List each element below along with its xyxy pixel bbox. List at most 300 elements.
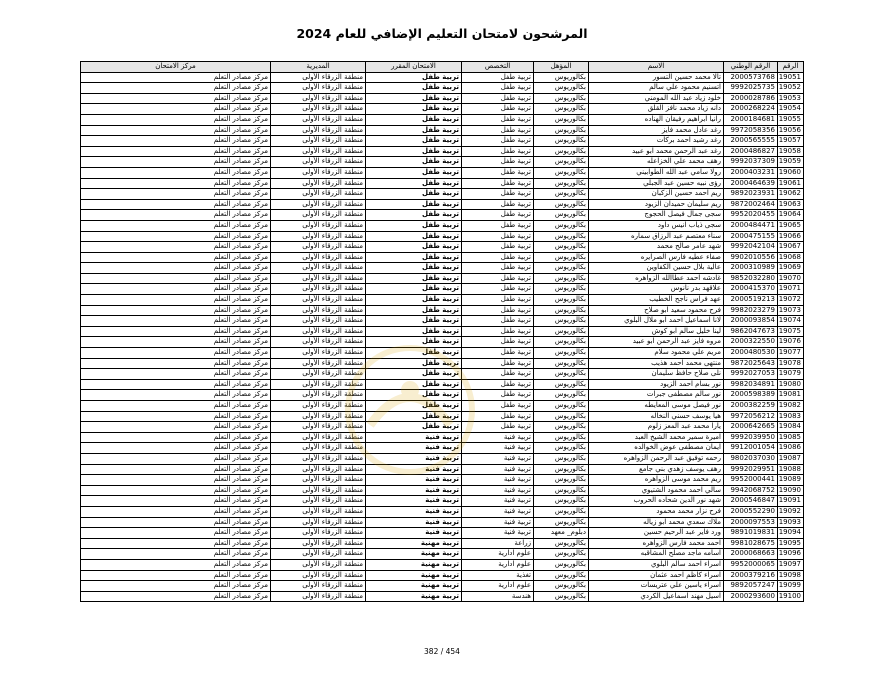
cell-num: 19089 [778,475,804,486]
cell-exam: تربية طفل [366,167,462,178]
cell-center: مركز مصادر التعلم [81,295,271,306]
cell-directorate: منطقة الزرقاء الأولى [271,506,366,517]
cell-national-id: 2000184681 [724,114,778,125]
col-header-specialization: التخصص [462,62,534,73]
cell-name: اسراء احمد سالم البلوي [589,559,724,570]
table-row [81,401,804,412]
cell-num: 19082 [778,401,804,412]
cell-name: رهف محمد علي الخزاعله [589,157,724,168]
cell-specialization: تربية طفل [462,114,534,125]
cell-exam: تربية فنية [366,485,462,496]
cell-exam: تربية طفل [366,252,462,263]
cell-qualification: بكالوريوس [534,422,589,433]
table-row [81,305,804,316]
cell-directorate: منطقة الزرقاء الأولى [271,93,366,104]
cell-exam: تربية طفل [366,146,462,157]
cell-exam: تربية فنية [366,432,462,443]
cell-national-id: 9992039950 [724,432,778,443]
cell-specialization: علوم ادارية [462,549,534,560]
cell-qualification: بكالوريوس [534,390,589,401]
cell-num: 19098 [778,570,804,581]
cell-exam: تربية طفل [366,178,462,189]
cell-directorate: منطقة الزرقاء الأولى [271,517,366,528]
cell-national-id: 2000068663 [724,549,778,560]
cell-num: 19081 [778,390,804,401]
table-header-row [81,62,804,73]
cell-exam: تربية طفل [366,316,462,327]
cell-specialization: تربية فنية [462,496,534,507]
table-row [81,284,804,295]
cell-directorate: منطقة الزرقاء الأولى [271,581,366,592]
cell-directorate: منطقة الزرقاء الأولى [271,199,366,210]
cell-national-id: 9942068752 [724,485,778,496]
cell-qualification: بكالوريوس [534,348,589,359]
cell-num: 19065 [778,220,804,231]
cell-qualification: بكالوريوس [534,167,589,178]
cell-qualification: بكالوريوس [534,369,589,380]
cell-directorate: منطقة الزرقاء الأولى [271,390,366,401]
table-row [81,464,804,475]
table-row [81,475,804,486]
cell-national-id: 9992029951 [724,464,778,475]
cell-national-id: 9852032280 [724,273,778,284]
cell-directorate: منطقة الزرقاء الأولى [271,189,366,200]
cell-name: رغد رشيد احمد بركات [589,136,724,147]
cell-name: صفاء عطيه فارس الصرايره [589,252,724,263]
cell-directorate: منطقة الزرقاء الأولى [271,411,366,422]
table-row [81,411,804,422]
cell-num: 19051 [778,72,804,83]
cell-num: 19072 [778,295,804,306]
cell-specialization: تربية طفل [462,348,534,359]
cell-national-id: 2000415370 [724,284,778,295]
cell-exam: تربية طفل [366,263,462,274]
cell-qualification: بكالوريوس [534,295,589,306]
cell-specialization: تربية فنية [462,453,534,464]
cell-directorate: منطقة الزرقاء الأولى [271,485,366,496]
cell-num: 19064 [778,210,804,221]
cell-num: 19059 [778,157,804,168]
cell-num: 19084 [778,422,804,433]
cell-national-id: 9992027053 [724,369,778,380]
cell-name: اتسنيم محمود علي سالم [589,83,724,94]
cell-exam: تربية طفل [366,210,462,221]
cell-center: مركز مصادر التعلم [81,570,271,581]
cell-specialization: تربية طفل [462,93,534,104]
cell-name: منتهى محمد احمد هذيب [589,358,724,369]
cell-exam: تربية فنية [366,475,462,486]
cell-center: مركز مصادر التعلم [81,199,271,210]
cell-national-id: 2000519213 [724,295,778,306]
cell-num: 19096 [778,549,804,560]
cell-specialization: علوم ادارية [462,581,534,592]
col-header-name: الاسم [589,62,724,73]
cell-num: 19054 [778,104,804,115]
cell-national-id: 2000464639 [724,178,778,189]
col-header-national-id: الرقم الوطني [724,62,778,73]
table-row [81,591,804,602]
cell-num: 19079 [778,369,804,380]
cell-qualification: بكالوريوس [534,93,589,104]
cell-center: مركز مصادر التعلم [81,316,271,327]
cell-qualification: بكالوريوس [534,273,589,284]
cell-exam: تربية طفل [366,273,462,284]
cell-specialization: تربية طفل [462,231,534,242]
cell-directorate: منطقة الزرقاء الأولى [271,348,366,359]
cell-center: مركز مصادر التعلم [81,136,271,147]
cell-center: مركز مصادر التعلم [81,146,271,157]
cell-directorate: منطقة الزرقاء الأولى [271,453,366,464]
cell-num: 19060 [778,167,804,178]
cell-name: فرح محمود سعيد ابو صلاح [589,305,724,316]
cell-directorate: منطقة الزرقاء الأولى [271,549,366,560]
cell-directorate: منطقة الزرقاء الأولى [271,464,366,475]
cell-qualification: بكالوريوس [534,83,589,94]
cell-name: ايمان مصطفى عوض الخوالده [589,443,724,454]
cell-center: مركز مصادر التعلم [81,506,271,517]
cell-specialization: تربية طفل [462,252,534,263]
cell-exam: تربية مهنية [366,570,462,581]
cell-specialization: تربية طفل [462,167,534,178]
cell-specialization: تغذية [462,570,534,581]
table-row [81,83,804,94]
cell-qualification: بكالوريوس [534,453,589,464]
cell-directorate: منطقة الزرقاء الأولى [271,316,366,327]
table-row [81,125,804,136]
cell-qualification: بكالوريوس [534,231,589,242]
cell-qualification: بكالوريوس [534,411,589,422]
cell-center: مركز مصادر التعلم [81,178,271,189]
cell-name: مريم علي محمود سلام [589,348,724,359]
cell-name: اسراء ياسين علي عتريسات [589,581,724,592]
table-row [81,157,804,168]
cell-center: مركز مصادر التعلم [81,485,271,496]
cell-qualification: بكالوريوس [534,305,589,316]
cell-name: رغد عادل محمد فايز [589,125,724,136]
cell-qualification: بكالوريوس [534,210,589,221]
cell-name: رولا سامي عبد الله الطوابيني [589,167,724,178]
cell-national-id: 2000552290 [724,506,778,517]
cell-qualification: بكالوريوس [534,220,589,231]
cell-num: 19088 [778,464,804,475]
page-title: المرشحون لامتحان التعليم الإضافي للعام 2024 [296,26,588,41]
cell-center: مركز مصادر التعلم [81,157,271,168]
cell-national-id: 2000403231 [724,167,778,178]
cell-specialization: زراعة [462,538,534,549]
cell-specialization: تربية طفل [462,411,534,422]
cell-national-id: 2000322550 [724,337,778,348]
cell-name: تالا محمد حسين التسور [589,72,724,83]
cell-specialization: تربية فنية [462,528,534,539]
cell-num: 19092 [778,506,804,517]
cell-center: مركز مصادر التعلم [81,369,271,380]
cell-specialization: تربية طفل [462,199,534,210]
cell-directorate: منطقة الزرقاء الأولى [271,528,366,539]
cell-specialization: تربية طفل [462,104,534,115]
col-header-exam: الامتحان المقرر [366,62,462,73]
cell-exam: تربية طفل [366,326,462,337]
cell-center: مركز مصادر التعلم [81,549,271,560]
cell-center: مركز مصادر التعلم [81,559,271,570]
cell-national-id: 2000565555 [724,136,778,147]
cell-num: 19052 [778,83,804,94]
cell-num: 19080 [778,379,804,390]
cell-name: ورد فاير عبد الرحيم حسين [589,528,724,539]
cell-directorate: منطقة الزرقاء الأولى [271,443,366,454]
table-row [81,231,804,242]
cell-qualification: بكالوريوس [534,252,589,263]
cell-name: رحمه توفيق عبد الرحمن الزواهره [589,453,724,464]
cell-directorate: منطقة الزرقاء الأولى [271,369,366,380]
table-row [81,453,804,464]
cell-directorate: منطقة الزرقاء الأولى [271,252,366,263]
cell-exam: تربية طفل [366,305,462,316]
cell-exam: تربية طفل [366,72,462,83]
cell-qualification: بكالوريوس [534,189,589,200]
cell-specialization: علوم ادارية [462,559,534,570]
cell-directorate: منطقة الزرقاء الأولى [271,559,366,570]
cell-directorate: منطقة الزرقاء الأولى [271,263,366,274]
cell-directorate: منطقة الزرقاء الأولى [271,591,366,602]
cell-specialization: تربية طفل [462,358,534,369]
cell-national-id: 9912001054 [724,443,778,454]
cell-num: 19100 [778,591,804,602]
cell-num: 19076 [778,337,804,348]
cell-qualification: بكالوريوس [534,379,589,390]
cell-name: لينا خليل سالم ابو كوش [589,326,724,337]
cell-national-id: 2000475155 [724,231,778,242]
cell-qualification: بكالوريوس [534,157,589,168]
cell-national-id: 9802037030 [724,453,778,464]
cell-directorate: منطقة الزرقاء الأولى [271,379,366,390]
cell-specialization: تربية طفل [462,157,534,168]
cell-center: مركز مصادر التعلم [81,453,271,464]
cell-specialization: تربية طفل [462,305,534,316]
table-row [81,528,804,539]
cell-qualification: بكالوريوس [534,485,589,496]
cell-qualification: بكالوريوس [534,358,589,369]
cell-name: رؤى نبيه حسين عبد الجبلي [589,178,724,189]
cell-center: مركز مصادر التعلم [81,305,271,316]
cell-exam: تربية فنية [366,517,462,528]
cell-exam: تربية طفل [366,358,462,369]
cell-num: 19095 [778,538,804,549]
cell-specialization: تربية طفل [462,83,534,94]
cell-exam: تربية فنية [366,453,462,464]
cell-national-id: 2000642665 [724,422,778,433]
cell-specialization: تربية طفل [462,326,534,337]
cell-qualification: بكالوريوس [534,178,589,189]
cell-exam: تربية طفل [366,157,462,168]
cell-exam: تربية طفل [366,422,462,433]
cell-exam: تربية طفل [366,83,462,94]
cell-center: مركز مصادر التعلم [81,210,271,221]
cell-center: مركز مصادر التعلم [81,358,271,369]
cell-directorate: منطقة الزرقاء الأولى [271,220,366,231]
cell-directorate: منطقة الزرقاء الأولى [271,210,366,221]
cell-center: مركز مصادر التعلم [81,231,271,242]
cell-name: اميرة سمير محمد الشيخ العبد [589,432,724,443]
cell-exam: تربية مهنية [366,549,462,560]
cell-num: 19071 [778,284,804,295]
cell-specialization: تربية طفل [462,316,534,327]
cell-exam: تربية طفل [366,189,462,200]
cell-specialization: تربية طفل [462,337,534,348]
cell-num: 19090 [778,485,804,496]
cell-exam: تربية طفل [366,390,462,401]
cell-num: 19056 [778,125,804,136]
cell-center: مركز مصادر التعلم [81,337,271,348]
cell-national-id: 9902010556 [724,252,778,263]
cell-directorate: منطقة الزرقاء الأولى [271,401,366,412]
cell-qualification: بكالوريوس [534,506,589,517]
cell-name: سجى ذياب انيس داود [589,220,724,231]
cell-name: ريم احمد حسين الزكبان [589,189,724,200]
cell-exam: تربية فنية [366,496,462,507]
table-row [81,581,804,592]
cell-center: مركز مصادر التعلم [81,411,271,422]
table-row [81,559,804,570]
cell-qualification: بكالوريوس [534,263,589,274]
table-row [81,326,804,337]
cell-center: مركز مصادر التعلم [81,464,271,475]
cell-national-id: 9982023279 [724,305,778,316]
table-row [81,104,804,115]
cell-center: مركز مصادر التعلم [81,379,271,390]
cell-national-id: 2000310989 [724,263,778,274]
cell-specialization: تربية فنية [462,464,534,475]
cell-name: رانيا ابراهيم رفيقان الهناده [589,114,724,125]
cell-directorate: منطقة الزرقاء الأولى [271,538,366,549]
cell-exam: تربية فنية [366,443,462,454]
table-row [81,199,804,210]
cell-specialization: تربية طفل [462,390,534,401]
cell-specialization: تربية طفل [462,242,534,253]
cell-center: مركز مصادر التعلم [81,432,271,443]
cell-num: 19057 [778,136,804,147]
cell-specialization: تربية طفل [462,178,534,189]
cell-specialization: تربية طفل [462,422,534,433]
cell-directorate: منطقة الزرقاء الأولى [271,157,366,168]
cell-center: مركز مصادر التعلم [81,252,271,263]
cell-directorate: منطقة الزرقاء الأولى [271,475,366,486]
cell-name: رغد عبد الرحمن محمد ابو عبيد [589,146,724,157]
cell-name: عهد فراس ناجح الخطيب [589,295,724,306]
cell-num: 19067 [778,242,804,253]
cell-qualification: بكالوريوس [534,242,589,253]
table-row [81,167,804,178]
cell-qualification: بكالوريوس [534,464,589,475]
cell-num: 19083 [778,411,804,422]
cell-exam: تربية مهنية [366,581,462,592]
cell-specialization: تربية طفل [462,369,534,380]
cell-exam: تربية طفل [366,379,462,390]
table-row [81,422,804,433]
table-row [81,210,804,221]
cell-specialization: تربية طفل [462,401,534,412]
table-row [81,295,804,306]
cell-exam: تربية مهنية [366,559,462,570]
cell-name: نور فيصل موسى المعايطه [589,401,724,412]
cell-qualification: بكالوريوس [534,401,589,412]
cell-specialization: تربية طفل [462,295,534,306]
cell-num: 19066 [778,231,804,242]
cell-specialization: تربية فنية [462,432,534,443]
table-row [81,273,804,284]
col-header-num: الرقم [778,62,804,73]
cell-exam: تربية طفل [366,199,462,210]
cell-exam: تربية طفل [366,369,462,380]
cell-center: مركز مصادر التعلم [81,189,271,200]
cell-name: سجى جمال فيصل الحجوج [589,210,724,221]
cell-qualification: بكالوريوس [534,443,589,454]
cell-num: 19069 [778,263,804,274]
cell-center: مركز مصادر التعلم [81,348,271,359]
cell-name: هيا يوسف حسني النخاله [589,411,724,422]
cell-national-id: 2000484471 [724,220,778,231]
cell-exam: تربية طفل [366,295,462,306]
cell-num: 19097 [778,559,804,570]
cell-center: مركز مصادر التعلم [81,517,271,528]
cell-num: 19077 [778,348,804,359]
cell-num: 19073 [778,305,804,316]
cell-national-id: 2000028786 [724,93,778,104]
cell-name: يارا محمد عبد المعز زلوم [589,422,724,433]
cell-exam: تربية طفل [366,284,462,295]
cell-exam: تربية طفل [366,104,462,115]
cell-qualification: بكالوريوس [534,475,589,486]
page-number: 382 / 454 [424,647,460,656]
cell-national-id: 9892023931 [724,189,778,200]
cell-num: 19062 [778,189,804,200]
cell-center: مركز مصادر التعلم [81,72,271,83]
cell-national-id: 2000573768 [724,72,778,83]
cell-national-id: 2000480530 [724,348,778,359]
table-row [81,348,804,359]
table-row [81,146,804,157]
cell-specialization: تربية طفل [462,72,534,83]
cell-directorate: منطقة الزرقاء الأولى [271,326,366,337]
cell-national-id: 2000293600 [724,591,778,602]
table-row [81,485,804,496]
cell-name: سالي احمد محمود الشتيوي [589,485,724,496]
cell-center: مركز مصادر التعلم [81,475,271,486]
cell-num: 19094 [778,528,804,539]
table-row [81,93,804,104]
cell-name: احمد محمد فارس الزواهره [589,538,724,549]
cell-qualification: بكالوريوس [534,559,589,570]
cell-exam: تربية فنية [366,464,462,475]
cell-specialization: تربية طفل [462,146,534,157]
cell-qualification: بكالوريوس [534,125,589,136]
cell-directorate: منطقة الزرقاء الأولى [271,570,366,581]
cell-national-id: 9992042104 [724,242,778,253]
table-row [81,252,804,263]
cell-exam: تربية طفل [366,231,462,242]
cell-exam: تربية طفل [366,411,462,422]
cell-national-id: 9952000065 [724,559,778,570]
table-row [81,316,804,327]
cell-directorate: منطقة الزرقاء الأولى [271,358,366,369]
cell-exam: تربية طفل [366,348,462,359]
cell-center: مركز مصادر التعلم [81,114,271,125]
cell-exam: تربية طفل [366,125,462,136]
cell-qualification: بكالوريوس [534,316,589,327]
cell-center: مركز مصادر التعلم [81,125,271,136]
cell-national-id: 2000268224 [724,104,778,115]
table-row [81,220,804,231]
cell-center: مركز مصادر التعلم [81,401,271,412]
